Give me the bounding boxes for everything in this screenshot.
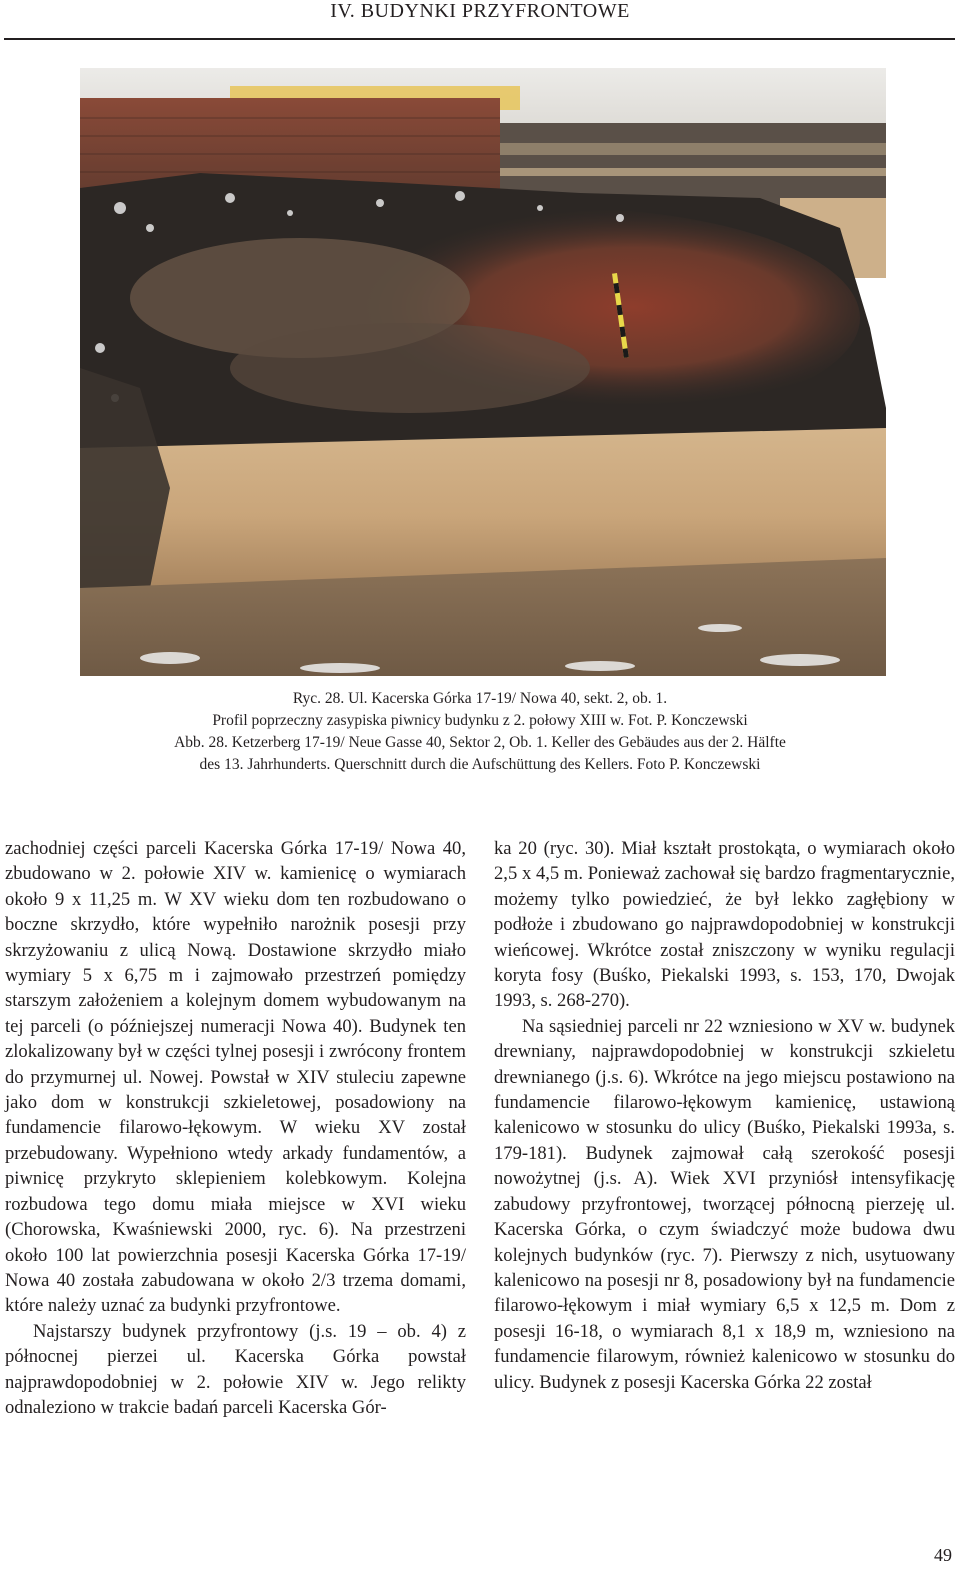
paragraph: Na sąsiedniej parceli nr 22 wzniesiono w XV w. budynek drewniany, najprawdopodobniej w konstrukcji szkieletu drewnianego (j.s. 6). Wkrótce na jego miejscu postawiono na fundamencie filarowo-łękowym kamienicę, ustawioną kalenicowo w stosunku do ulicy (Buśko, Piekalski 1993a, s. 179-181). Budynek zajmował całą szerokość posesji nowożytnej (j.s. A). Wiek XVI przyniósł intensyfikację zabudowy przyfrontowej, tworzącej północną pierzeję ul. Kacerska Górka, o czym świadczyć może budowa dwu kolejnych budynków (ryc. 7). Pierwszy z nich, usytuowany kalenicowo na posesji nr 8, posadowiony był na fundamencie filarowo-łękowym i miał wymiary 6,5 x 12,5 m. Dom z posesji 16-18, o wymiarach 8,1 x 18,9 m, wzniesiono na fundamencie filarowym, również kalenicowo w stosunku do ulicy. Budynek z posesji Kacerska Górka 22 został [494, 1015, 955, 1393]
paragraph: Najstarszy budynek przyfrontowy (j.s. 19 – ob. 4) z północnej pierzei ul. Kacerska Górka powstał najprawdopodobniej w 2. połowie XIV w. Jego relikty odnaleziono w trakcie badań parceli Kacerska Gór- [5, 1320, 466, 1418]
caption-line: Ryc. 28. Ul. Kacerska Górka 17-19/ Nowa 40, sekt. 2, ob. 1. [292, 690, 668, 707]
right-column [494, 836, 955, 1395]
header-rule [4, 38, 955, 40]
photo-illustration [80, 68, 886, 676]
excavation-profile-photo [80, 68, 886, 676]
left-column [5, 836, 466, 1420]
page-number: 49 [934, 1545, 952, 1565]
running-head: IV. BUDYNKI PRZYFRONTOWE [330, 0, 630, 22]
caption-line: des 13. Jahrhunderts. Querschnitt durch die Aufschüttung des Kellers. Foto P. Konczewski [199, 756, 761, 773]
caption-line: Profil poprzeczny zasypiska piwnicy budynku z 2. połowy XIII w. Fot. P. Konczewski [212, 712, 748, 729]
paragraph: ka 20 (ryc. 30). Miał kształt prostokąta, o wymiarach około 2,5 x 4,5 m. Ponieważ zachował się bardzo fragmentarycznie, możemy tylko powiedzieć, że był lekko zagłębiony w podłoże i zbudowano go najprawdopodobniej w konstrukcji wieńcowej. Wkrótce został zniszczony w wyniku regulacji koryta fosy (Buśko, Piekalski 1993, s. 153, 170, Dwojak 1993, s. 268-270). [494, 838, 955, 1012]
figure-caption [100, 688, 860, 776]
paragraph: zachodniej części parceli Kacerska Górka 17-19/ Nowa 40, zbudowano w 2. połowie XIV w. kamienicę o wymiarach około 9 x 11,25 m. W XV wieku dom ten rozbudowano o boczne skrzydło, które wypełniło narożnik posesji przy skrzyżowaniu z ulicą Nową. Dostawione skrzydło miało wymiary 5 x 6,75 m i zajmowało przestrzeń pomiędzy starszym założeniem a kolejnym domem wybudowanym na tej parceli (o późniejszej numeracji Nowa 40). Budynek ten zlokalizowany był w części tylnej posesji i zwrócony frontem do przymurnej ul. Nowej. Powstał w XIV stuleciu zapewne jako dom w konstrukcji szkieletowej, posadowiony na fundamencie filarowo-łękowym. W wieku XV został przebudowany. Wypełniono wtedy arkady fundamentów, a piwnicę przykryto sklepieniem kolebkowym. Kolejna rozbudowa tego domu miała miejsce w XVI wieku (Chorowska, Kwaśniewski 2000, ryc. 6). Na przestrzeni około 100 lat powierzchnia posesji Kacerska Górka 17-19/ Nowa 40 została zabudowana w około 2/3 trzema domami, które należy uznać za budynki przyfrontowe. [5, 838, 466, 1317]
caption-line: Abb. 28. Ketzerberg 17-19/ Neue Gasse 40, Sektor 2, Ob. 1. Keller des Gebäudes aus der 2. Hälfte [174, 734, 786, 751]
